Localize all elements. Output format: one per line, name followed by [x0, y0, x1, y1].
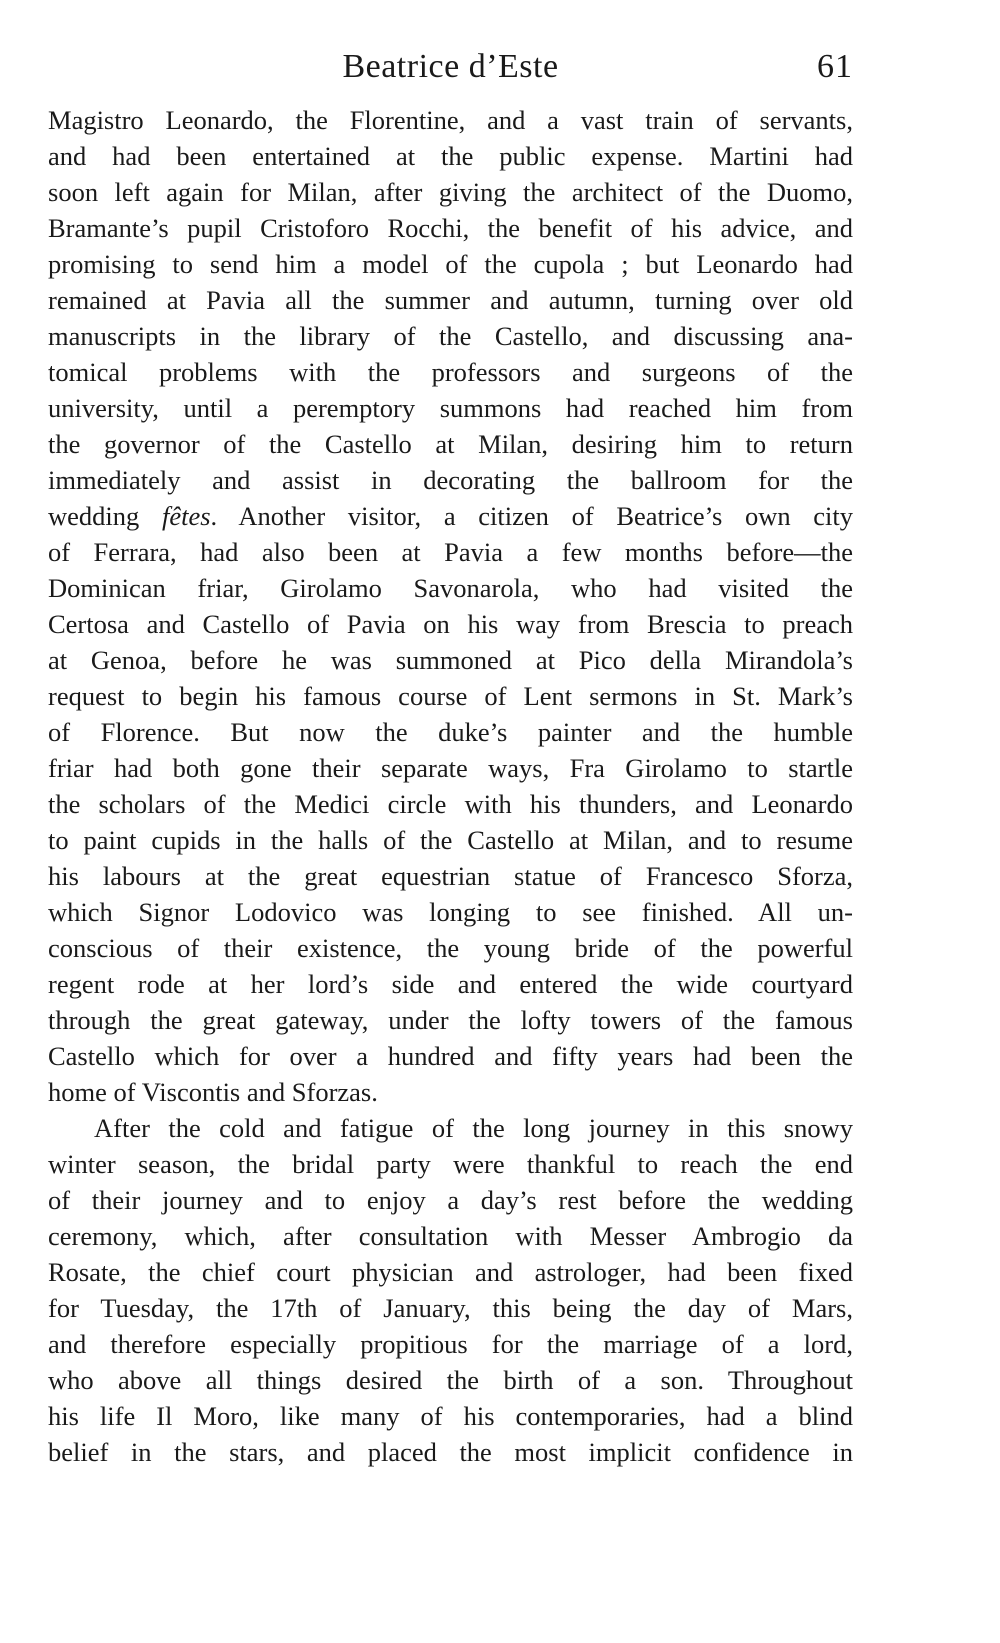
text-line: his labours at the great equestrian statue of Francesco Sforza,: [48, 861, 853, 891]
text-line: of their journey and to enjoy a day’s rest before the wedding: [48, 1185, 853, 1215]
text-line: the scholars of the Medici circle with his thunders, and Leonardo: [48, 789, 853, 819]
text-line: through the great gateway, under the lofty towers of the famous: [48, 1005, 853, 1035]
text-line: winter season, the bridal party were thankful to reach the end: [48, 1149, 853, 1179]
text-line: Rosate, the chief court physician and astrologer, had been fixed: [48, 1257, 853, 1287]
body-text: [48, 102, 853, 1470]
text-line: the governor of the Castello at Milan, desiring him to return: [48, 429, 853, 459]
text-line: request to begin his famous course of Lent sermons in St. Mark’s: [48, 681, 853, 711]
text-line: remained at Pavia all the summer and autumn, turning over old: [48, 285, 853, 315]
text-line: friar had both gone their separate ways, Fra Girolamo to startle: [48, 753, 853, 783]
italic-word: fêtes: [161, 501, 211, 531]
text-line: regent rode at her lord’s side and entered the wide courtyard: [48, 969, 853, 999]
text-line: immediately and assist in decorating the ballroom for the: [48, 465, 853, 495]
text-line: ceremony, which, after consultation with Messer Ambrogio da: [48, 1221, 853, 1251]
text-line: manuscripts in the library of the Castello, and discussing ana-: [48, 321, 853, 351]
running-title: Beatrice d’Este: [342, 48, 559, 85]
text-line: Dominican friar, Girolamo Savonarola, who had visited the: [48, 573, 853, 603]
text-line: wedding fêtes. Another visitor, a citizen of Beatrice’s own city: [48, 501, 854, 531]
text-line: belief in the stars, and placed the most implicit confidence in: [48, 1437, 853, 1467]
text-line: Bramante’s pupil Cristoforo Rocchi, the benefit of his advice, and: [48, 213, 853, 243]
text-line: After the cold and fatigue of the long journey in this snowy: [94, 1113, 853, 1143]
text-line: Magistro Leonardo, the Florentine, and a vast train of servants,: [48, 105, 853, 135]
text-line: promising to send him a model of the cupola ; but Leonardo had: [48, 249, 853, 279]
text-line: for Tuesday, the 17th of January, this being the day of Mars,: [48, 1293, 853, 1323]
text-line: which Signor Lodovico was longing to see finished. All un-: [48, 897, 853, 927]
text-line: university, until a peremptory summons had reached him from: [48, 393, 853, 423]
text-line: who above all things desired the birth of a son. Throughout: [48, 1365, 853, 1395]
text-line: at Genoa, before he was summoned at Pico della Mirandola’s: [48, 645, 853, 675]
running-head: [48, 48, 853, 92]
text-line: his life Il Moro, like many of his contemporaries, had a blind: [48, 1401, 853, 1431]
paragraph: [48, 1110, 853, 1470]
text-line: Castello which for over a hundred and fifty years had been the: [48, 1041, 853, 1071]
text-line: Certosa and Castello of Pavia on his way from Brescia to preach: [48, 609, 853, 639]
text-line: soon left again for Milan, after giving the architect of the Duomo,: [48, 177, 853, 207]
text-line: of Florence. But now the duke’s painter and the humble: [48, 717, 853, 747]
page-number: 61: [817, 48, 853, 85]
text-line: conscious of their existence, the young bride of the powerful: [48, 933, 853, 963]
text-line: to paint cupids in the halls of the Castello at Milan, and to resume: [48, 825, 853, 855]
text-line: of Ferrara, had also been at Pavia a few months before—the: [48, 537, 853, 567]
text-line: tomical problems with the professors and surgeons of the: [48, 357, 853, 387]
text-line: and therefore especially propitious for the marriage of a lord,: [48, 1329, 853, 1359]
text-line: home of Viscontis and Sforzas.: [48, 1077, 378, 1107]
paragraph: [48, 102, 853, 1110]
text-line: and had been entertained at the public expense. Martini had: [48, 141, 853, 171]
